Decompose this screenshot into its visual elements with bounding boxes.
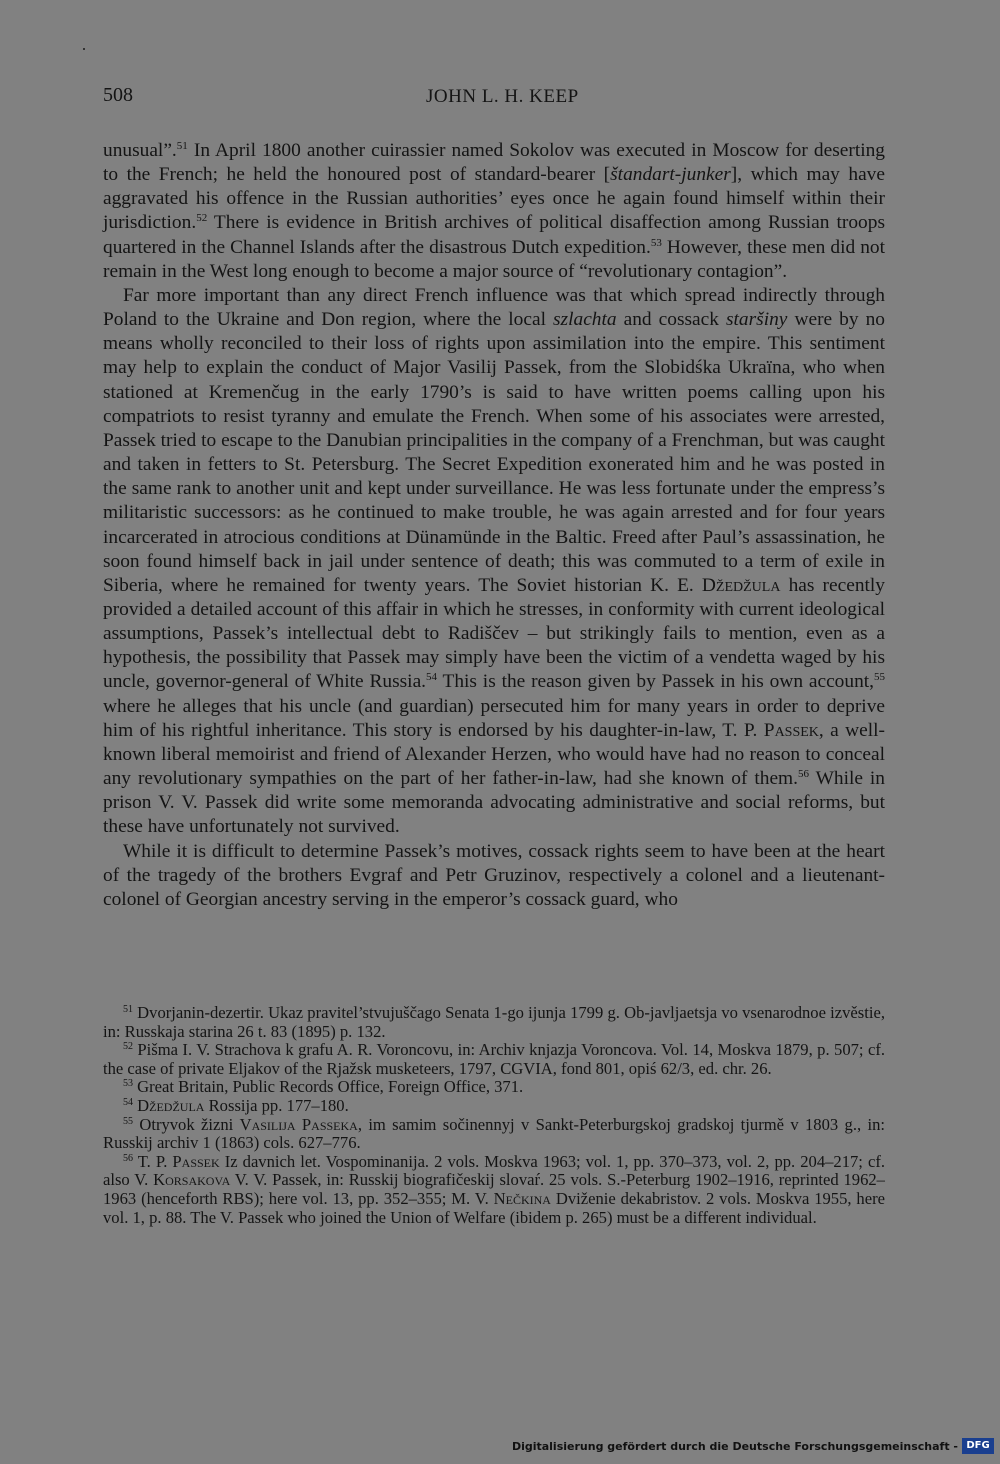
footnote-text: , im samim sočinennyj v Sankt-Peterburgskoj gradskoj tjurmě v 1803 g., in: Russkij archiv 1 (1863) cols. 627–776. — [103, 1114, 885, 1153]
footnote-55 — [103, 1116, 885, 1153]
footnote-number: 53 — [123, 1078, 133, 1090]
footnote-text: V. V. Passek, in: Russkij biografičeskij slovaŕ. 25 vols. S.-Peterburg 1902–1916, reprinted 1962–1963 (henceforth RBS); here vol. 13, pp. 352–355; M. V. — [103, 1170, 885, 1208]
footnote-text: Rossija pp. 177–180. — [204, 1095, 349, 1115]
footnote-ref-54: 54 — [426, 671, 438, 684]
footnotes — [103, 1004, 885, 1227]
footnote-text: Otryvok žizni — [133, 1114, 240, 1134]
page-number: 508 — [103, 84, 133, 106]
footnote-number: 56 — [123, 1152, 133, 1164]
author-name: Passek — [763, 719, 819, 741]
text-run: , a well-known liberal memoirist and friend of Alexander Herzen, who would have had no reason to conceal any revolutionary sympathies on the part of her father-in-law, had she known of them. — [103, 719, 885, 790]
italic-term: staršiny — [726, 309, 788, 331]
text-run: and cossack — [616, 309, 726, 331]
footnote-number: 51 — [123, 1004, 133, 1015]
footnote-ref-51: 51 — [176, 140, 188, 152]
footnote-ref-55: 55 — [874, 671, 886, 684]
text-run: While it is difficult to determine Passek’s motives, cossack rights seem to have been at the heart of the tragedy of the brothers Evgraf and Petr Gruzinov, respectively a colonel and a lieutenant-colonel of Georgian ancestry serving in the emperor’s cossack guard, who — [103, 840, 885, 910]
author-name: Nečkina — [493, 1188, 551, 1208]
running-head-rest: OHN L. H. KEEP — [433, 86, 579, 107]
author-name: Džedžula — [137, 1095, 205, 1115]
text-run: In April 1800 another cuirassier named Sokolov was executed in Moscow for deserting to the French; he held the honoured post of standard-bearer [ — [103, 140, 885, 186]
footnote-text: T. P. — [133, 1151, 173, 1171]
footnote-51 — [103, 1004, 885, 1041]
text-run: This is the reason given by Passek in his own account, — [437, 671, 875, 693]
text-run: ], which may have aggravated his offence in the Russian authorities’ eyes once he again found himself within their jurisdiction. — [103, 164, 885, 234]
footnote-text: Dvorjanin-dezertir. Ukaz pravitel’stvujuščago Senata 1-go ijunja 1799 g. Ob-javljaetsja vo vsenarodnoe izvěstie, in: Russkaja starina 26 t. 83 (1895) p. 132. — [103, 1003, 885, 1041]
footnote-text: Pišma I. V. Strachova k grafu A. R. Voroncovu, in: Archiv knjazja Voroncova. Vol. 14, Moskva 1879, p. 507; cf. the case of private Eljakov of the Rjažsk musketeers, 1797, CGVIA, fond 801, opiś 62/3, ed. chr. 26. — [103, 1040, 885, 1078]
footnote-text: Dviženie dekabristov. 2 vols. Moskva 1955, here vol. 1, p. 88. The V. Passek who joined the Union of Welfare (ibidem p. 265) must be a different individual. — [103, 1188, 885, 1227]
footnote-number: 55 — [123, 1115, 133, 1127]
text-run: were by no means wholly reconciled to their loss of rights upon assimilation into the empire. This sentiment may help to explain the conduct of Major Vasilij Passek, from the Slobidśka Ukraïna, who when stationed at Kremenčug in the early 1790’s is said to have written poems calling upon his compatriots to resist tyranny and emulate the French. When some of his associates were arrested, Passek tried to escape to the Danubian principalities in the company of a Frenchman, but was caught and taken in fetters to St. Petersburg. The Secret Expedition exonerated him and he was posted in the same rank to another unit and kept under surveillance. He was less fortunate under the empress’s militaristic successors: as he continued to make trouble, he was again arrested and for four years incarcerated in atrocious conditions at Dünamünde in the Baltic. Freed after Paul’s assassination, he soon found himself back in jail under sentence of death; this was commuted to a term of exile in Siberia, where he remained for twenty years. The Soviet historian K. E. — [103, 309, 885, 596]
author-name: Passek — [172, 1151, 220, 1171]
footnote-text: Iz davnich let. Vospominanija. 2 vols. Moskva 1963; vol. 1, pp. 370–373, vol. 2, pp. 204–217; cf. also V. — [103, 1151, 885, 1190]
text-run: Far more important than any direct French influence was that which spread indirectly through Poland to the Ukraine and Don region, where the local — [103, 284, 885, 331]
footnote-text: Great Britain, Public Records Office, Foreign Office, 371. — [133, 1077, 524, 1097]
text-run: unusual”. — [103, 140, 177, 161]
paragraph-1 — [103, 139, 885, 284]
text-run: While in prison V. V. Passek did write some memoranda advocating administrative and social reforms, but these have unfortunately not survived. — [103, 768, 885, 838]
paragraph-3 — [103, 840, 885, 912]
footnote-number: 52 — [123, 1041, 133, 1053]
text-run: However, these men did not remain in the West long enough to become a major source of “revolutionary contagion”. — [103, 236, 885, 282]
footnote-ref-53: 53 — [650, 236, 662, 249]
scan-dot — [83, 48, 85, 50]
author-name: Džedžula — [701, 574, 781, 596]
running-head-initial: J — [426, 86, 434, 107]
text-run: has recently provided a detailed account of this affair in which he stresses, in conformity with current ideological assumptions, Passek’s intellectual debt to Radiščev – but strikingly fails to mention, even as a hypothesis, the possibility that Passek may simply have been the victim of a vendetta waged by his uncle, governor-general of White Russia. — [103, 574, 885, 693]
footnote-56 — [103, 1153, 885, 1227]
paragraph-2 — [103, 284, 885, 840]
author-name: Vasilija Passeka — [239, 1114, 358, 1134]
footnote-52 — [103, 1041, 885, 1078]
text-run: There is evidence in British archives of political disaffection among Russian troops quartered in the Channel Islands after the disastrous Dutch expedition. — [103, 212, 885, 258]
italic-term: szlachta — [553, 309, 617, 331]
footnote-ref-56: 56 — [797, 768, 809, 781]
footnote-number: 54 — [123, 1096, 133, 1108]
dfg-logo: DFG — [962, 1438, 994, 1454]
footnote-54 — [103, 1097, 885, 1116]
body-text — [103, 139, 885, 912]
author-name: Korsakova — [153, 1170, 231, 1190]
digitization-credit: Digitalisierung gefördert durch die Deutsche Forschungsgemeinschaft - — [511, 1440, 958, 1453]
text-run: where he alleges that his uncle (and guardian) persecuted him for many years in order to deprive him of his rightful inheritance. This story is endorsed by his daughter-in-law, T. P. — [103, 695, 885, 741]
running-head — [426, 86, 579, 108]
italic-term: štandart-junker — [610, 164, 731, 186]
footnote-53 — [103, 1078, 885, 1097]
footnote-ref-52: 52 — [196, 212, 208, 225]
